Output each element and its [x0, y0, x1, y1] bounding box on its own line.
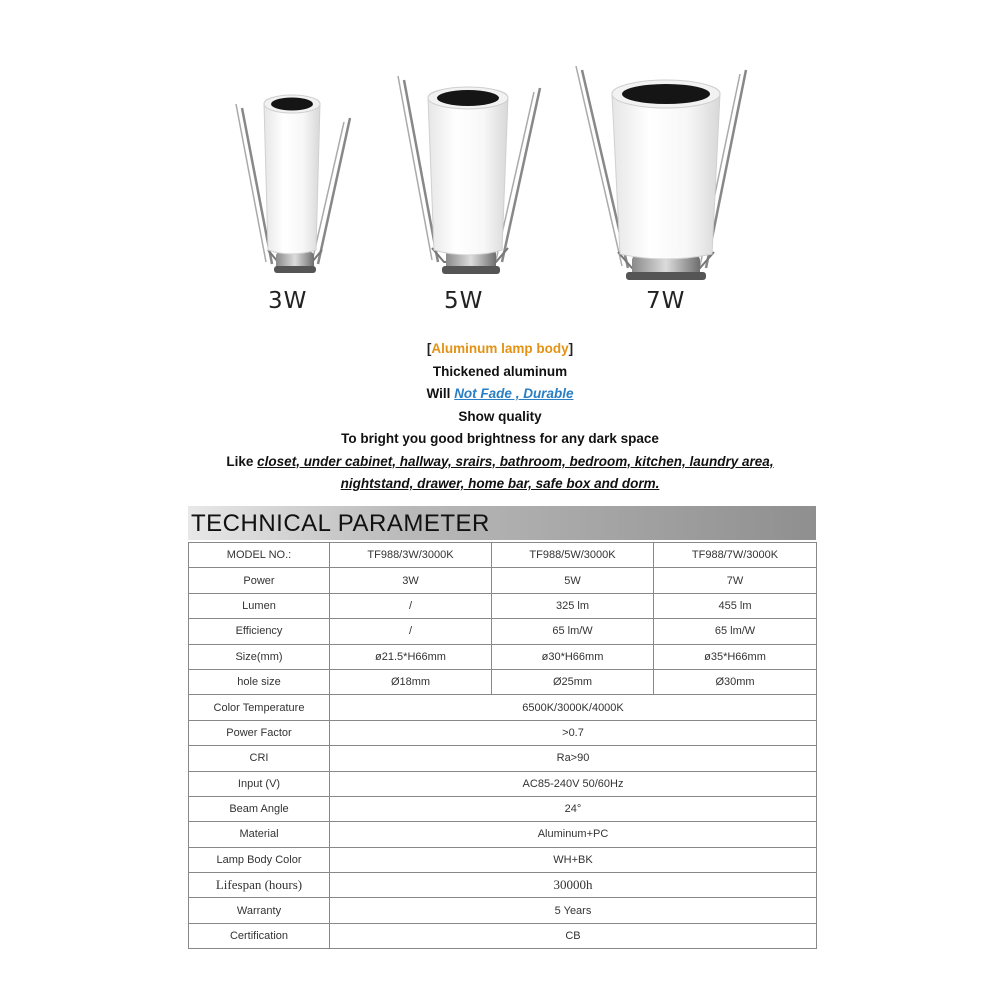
- row-value: 5 Years: [330, 898, 817, 923]
- technical-parameter-table: [188, 542, 817, 949]
- feature-line-durable: Will Not Fade , Durable: [426, 386, 574, 401]
- table-row: [189, 847, 817, 872]
- model-label-cell: MODEL NO.:: [189, 543, 330, 568]
- row-label: Material: [189, 822, 330, 847]
- feature-line-quality: Show quality: [458, 408, 542, 424]
- feature-title: [Aluminum lamp body]: [426, 341, 574, 356]
- row-value: Aluminum+PC: [330, 822, 817, 847]
- row-value: CB: [330, 923, 817, 948]
- product-images: [0, 0, 1000, 330]
- technical-parameter-title: TECHNICAL PARAMETER: [191, 510, 490, 537]
- lamp-5w-label: 5W: [444, 288, 484, 314]
- feature-line-brightness: To bright you good brightness for any dark space: [341, 431, 659, 446]
- table-row: [189, 746, 817, 771]
- table-row: [189, 873, 817, 898]
- row-value: 65 lm/W: [654, 619, 817, 644]
- row-value: 5W: [492, 568, 654, 593]
- row-value: /: [330, 619, 492, 644]
- row-value: 6500K/3000K/4000K: [330, 695, 817, 720]
- table-row: [189, 720, 817, 745]
- row-label: Color Temperature: [189, 695, 330, 720]
- not-fade-durable-text: Not Fade , Durable: [454, 386, 574, 401]
- row-value: 30000h: [330, 873, 817, 898]
- table-row: [189, 619, 817, 644]
- technical-parameter-header: [188, 506, 816, 540]
- row-label: Lamp Body Color: [189, 847, 330, 872]
- row-label: Power: [189, 568, 330, 593]
- product-description: [0, 338, 1000, 496]
- row-value: ø30*H66mm: [492, 644, 654, 669]
- row-label: CRI: [189, 746, 330, 771]
- table-row: [189, 593, 817, 618]
- table-row: [189, 695, 817, 720]
- table-row: [189, 669, 817, 694]
- feature-line-places-2: nightstand, drawer, home bar, safe box and dorm.: [340, 476, 660, 491]
- row-label: Efficiency: [189, 619, 330, 644]
- model-cell: TF988/5W/3000K: [492, 543, 654, 568]
- row-value: Ra>90: [330, 746, 817, 771]
- row-value: Ø25mm: [492, 669, 654, 694]
- lamp-7w-label: 7W: [646, 288, 686, 314]
- row-value: Ø30mm: [654, 669, 817, 694]
- lamp-3w-label: 3W: [268, 288, 308, 314]
- model-cell: TF988/7W/3000K: [654, 543, 817, 568]
- table-row: [189, 568, 817, 593]
- row-value: /: [330, 593, 492, 618]
- model-cell: TF988/3W/3000K: [330, 543, 492, 568]
- product-illustration: [0, 0, 1000, 330]
- row-value: 7W: [654, 568, 817, 593]
- table-row: [189, 822, 817, 847]
- lamp-7w-image: [576, 66, 746, 280]
- lamp-5w-image: [398, 76, 540, 274]
- table-row: [189, 923, 817, 948]
- row-label: Warranty: [189, 898, 330, 923]
- table-row: [189, 796, 817, 821]
- row-value: AC85-240V 50/60Hz: [330, 771, 817, 796]
- table-row: [189, 771, 817, 796]
- row-value: 65 lm/W: [492, 619, 654, 644]
- row-value: 24°: [330, 796, 817, 821]
- row-value: 3W: [330, 568, 492, 593]
- row-label: Input (V): [189, 771, 330, 796]
- row-value: ø21.5*H66mm: [330, 644, 492, 669]
- table-row-model: [189, 543, 817, 568]
- row-label: Size(mm): [189, 644, 330, 669]
- row-value: ø35*H66mm: [654, 644, 817, 669]
- row-label: Beam Angle: [189, 796, 330, 821]
- row-label: hole size: [189, 669, 330, 694]
- feature-line-places: Like closet, under cabinet, hallway, srairs, bathroom, bedroom, kitchen, laundry area,: [226, 453, 774, 469]
- row-label: Certification: [189, 923, 330, 948]
- row-label: Lifespan (hours): [189, 873, 330, 898]
- table-row: [189, 644, 817, 669]
- row-value: >0.7: [330, 720, 817, 745]
- table-row: [189, 898, 817, 923]
- row-value: 325 lm: [492, 593, 654, 618]
- row-value: Ø18mm: [330, 669, 492, 694]
- lamp-3w-image: [236, 95, 350, 273]
- row-value: WH+BK: [330, 847, 817, 872]
- row-label: Lumen: [189, 593, 330, 618]
- feature-line-thickened: Thickened aluminum: [432, 363, 568, 379]
- row-label: Power Factor: [189, 720, 330, 745]
- row-value: 455 lm: [654, 593, 817, 618]
